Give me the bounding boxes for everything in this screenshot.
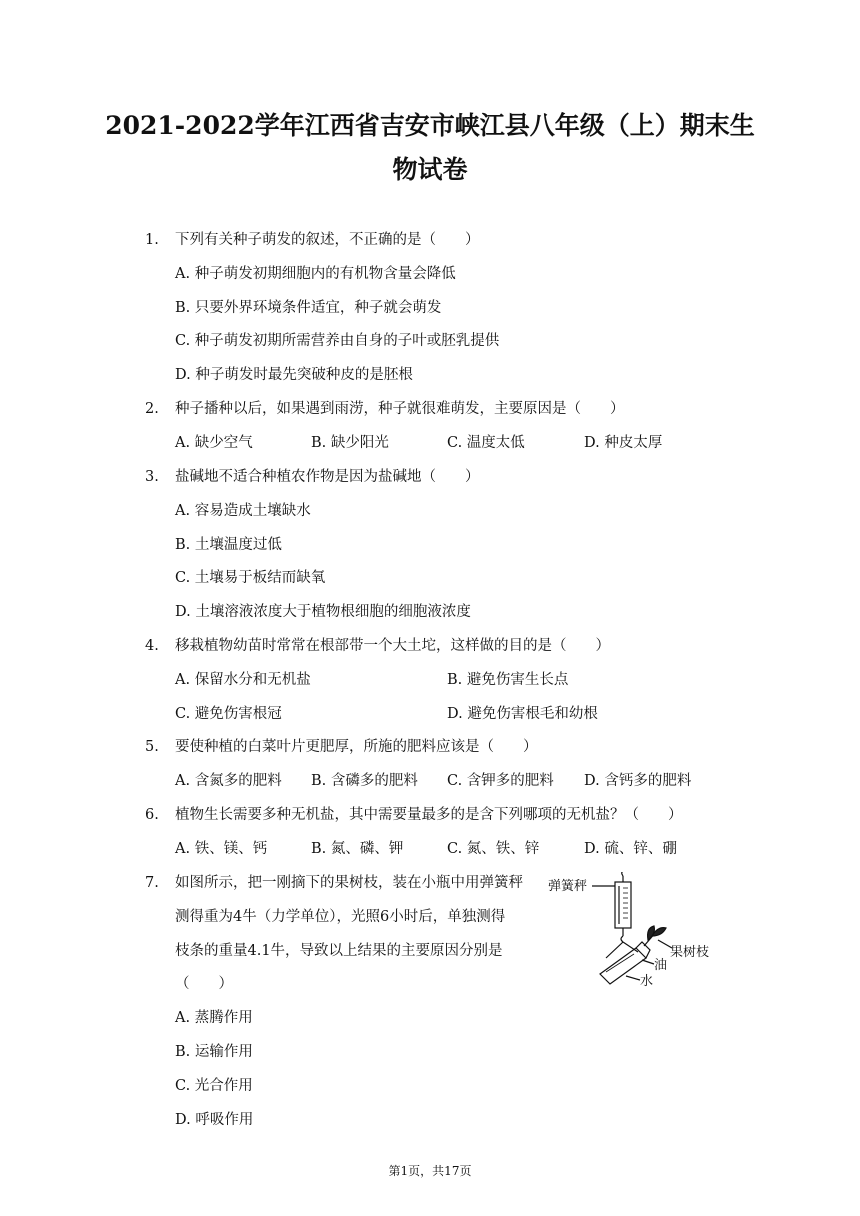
- question-3-stem: 盐碱地不适合种植农作物是因为盐碱地（ ）: [175, 469, 480, 485]
- label-line-water: [626, 976, 640, 980]
- question-7-stem-line-3: 枝条的重量4.1牛，导致以上结果的主要原因分别是: [175, 943, 503, 959]
- question-4-stem: 移栽植物幼苗时常常在根部带一个大土坨，这样做的目的是（ ）: [175, 638, 610, 654]
- question-1-option-b: B. 只要外界环境条件适宜，种子就会萌发: [175, 300, 442, 316]
- question-4-number: 4.: [145, 638, 159, 654]
- question-7-option-a: A. 蒸腾作用: [175, 1010, 253, 1026]
- label-branch: 果树枝: [670, 945, 710, 960]
- label-oil: 油: [654, 958, 668, 973]
- spring-scale-diagram: [548, 872, 720, 992]
- label-spring-scale: 弹簧秤: [548, 879, 588, 894]
- label-line-oil: [642, 960, 654, 964]
- question-3-number: 3.: [145, 469, 159, 485]
- question-5-option-b: B. 含磷多的肥料: [311, 773, 418, 789]
- question-5-option-a: A. 含氮多的肥料: [175, 773, 282, 789]
- question-1-option-d: D. 种子萌发时最先突破种皮的是胚根: [175, 367, 413, 383]
- page-title-line-2: 物试卷: [392, 155, 468, 184]
- question-3-option-c: C. 土壤易于板结而缺氧: [175, 570, 326, 586]
- question-5-option-c: C. 含钾多的肥料: [447, 773, 554, 789]
- question-2-option-d: D. 种皮太厚: [584, 435, 663, 451]
- question-7-option-b: B. 运输作用: [175, 1044, 253, 1060]
- question-2-option-c: C. 温度太低: [447, 435, 525, 451]
- question-1-stem: 下列有关种子萌发的叙述，不正确的是（ ）: [175, 232, 480, 248]
- question-5-number: 5.: [145, 739, 159, 755]
- question-6-option-b: B. 氮、磷、钾: [311, 841, 404, 857]
- question-3-option-d: D. 土壤溶液浓度大于植物根细胞的细胞液浓度: [175, 604, 471, 620]
- question-7-stem-line-1: 如图所示，把一刚摘下的果树枝，装在小瓶中用弹簧秤: [175, 875, 523, 891]
- question-2-stem: 种子播种以后，如果遇到雨涝，种子就很难萌发，主要原因是（ ）: [175, 401, 625, 417]
- question-4-option-c: C. 避免伤害根冠: [175, 706, 282, 722]
- string-right: [623, 942, 638, 952]
- question-6-stem: 植物生长需要多种无机盐，其中需要量最多的是含下列哪项的无机盐？（ ）: [175, 807, 683, 823]
- label-water: 水: [640, 974, 654, 989]
- leaf-2: [648, 926, 655, 940]
- question-3-option-a: A. 容易造成土壤缺水: [175, 503, 311, 519]
- question-7-option-c: C. 光合作用: [175, 1078, 253, 1094]
- question-7-stem-line-2: 测得重为4牛（力学单位），光照6小时后，单独测得: [175, 909, 506, 925]
- page-footer: 第1页，共17页: [388, 1164, 472, 1178]
- question-7-option-d: D. 呼吸作用: [175, 1112, 254, 1128]
- question-5-stem: 要使种植的白菜叶片更肥厚，所施的肥料应该是（ ）: [175, 739, 538, 755]
- question-6-option-d: D. 硫、锌、硼: [584, 841, 677, 857]
- scale-hook-top: [622, 872, 624, 876]
- question-1-option-a: A. 种子萌发初期细胞内的有机物含量会降低: [175, 266, 456, 282]
- question-4-option-d: D. 避免伤害根毛和幼根: [447, 706, 598, 722]
- question-3-option-b: B. 土壤温度过低: [175, 537, 282, 553]
- question-6-option-a: A. 铁、镁、钙: [175, 841, 268, 857]
- scale-body: [615, 882, 631, 928]
- question-6-number: 6.: [145, 807, 159, 823]
- question-6-option-c: C. 氮、铁、锌: [447, 841, 540, 857]
- question-2-option-b: B. 缺少阳光: [311, 435, 389, 451]
- question-1-number: 1.: [145, 232, 159, 248]
- question-4-option-a: A. 保留水分和无机盐: [175, 672, 311, 688]
- spring-scale-figure: [548, 872, 720, 992]
- question-5-option-d: D. 含钙多的肥料: [584, 773, 692, 789]
- scale-hook-bottom: [621, 936, 623, 942]
- scale-ticks: [623, 888, 628, 918]
- question-4-option-b: B. 避免伤害生长点: [447, 672, 569, 688]
- question-1-option-c: C. 种子萌发初期所需营养由自身的子叶或胚乳提供: [175, 333, 500, 349]
- question-7-stem-line-4: （ ）: [175, 976, 233, 992]
- page-title-line-1: 2021-2022学年江西省吉安市峡江县八年级（上）期末生: [105, 111, 755, 140]
- question-2-option-a: A. 缺少空气: [175, 435, 253, 451]
- question-7-number: 7.: [145, 875, 159, 891]
- question-2-number: 2.: [145, 401, 159, 417]
- string-left: [606, 942, 623, 958]
